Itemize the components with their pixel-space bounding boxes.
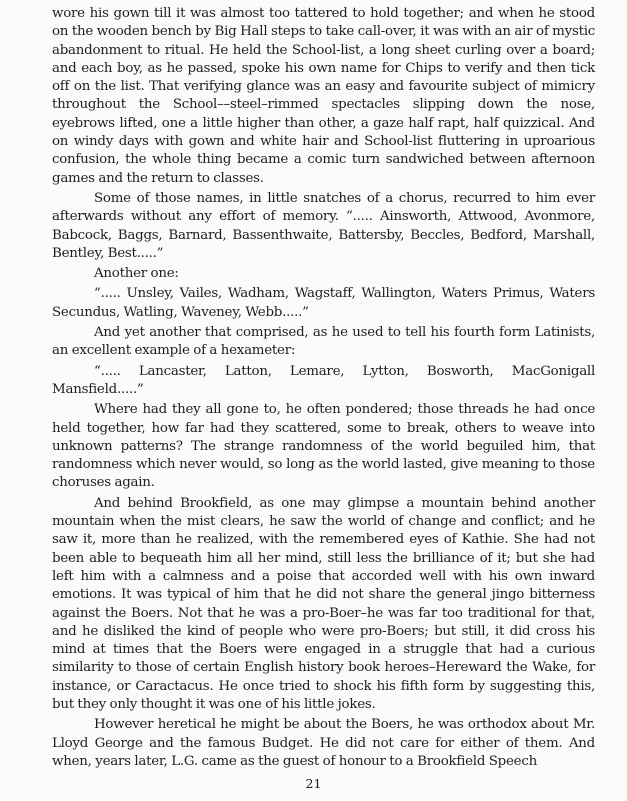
paragraph-another-one: Another one: [94,266,179,282]
paragraph-call-over: wore his gown till it was almost too tattered to hold together; and when he stood on the wooden bench by Big Hall steps to take call-over, it was with an air of mystic abandonment to ritual. He held the School-list, a long sheet curling over a board; and each boy, as he passed, spoke his own name for Chips to verify and then tick off on the list. That verifying glance was an easy and favourite subject of mimicry throughout the School––steel–rimmed spectacles slipping down the nose, eyebrows lifted, one a little higher than other, a gaze half rapt, half quizzical. And on windy days with gown and white hair and School-list fluttering in uproarious confusion, the whole thing became a comic turn sandwiched between afternoon games and the return to classes. [52,6,595,186]
paragraph-names-list-3: “..... Lancaster, Latton, Lemare, Lytton, Bosworth, MacGonigall Mansfield.....” [52,363,595,397]
paragraph-names-chorus: Some of those names, in little snatches of a chorus, recurred to him ever afterwards without any effort of memory. “..... Ainsworth, Attwood, Avonmore, Babcock, Baggs, Barnard, Bassenthwaite, Battersby, Beccles, Bedford, Marshall, Bentley, Best.....” [52,190,595,261]
paragraph-boers: And behind Brookfield, as one may glimpse a mountain behind another mountain when the mist clears, he saw the world of change and conflict; and he saw it, more than he realized, with the remembered eyes of Kathie. She had not been able to bequeath him all her mind, still less the brilliance of it; but she had left him with a calmness and a poise that accorded well with his own inward emotions. It was typical of him that he did not share the general jingo bitterness against the Boers. Not that he was a pro-Boer–he was far too traditional for that, and he disliked the kind of people who were pro-Boers; but still, it did cross his mind at times that the Boers were engaged in a struggle that had a curious similarity to those of certain English history book heroes–Hereward the Wake, for instance, or Caractacus. He once tried to shock his fifth form by suggesting this, but they only thought it was one of his little jokes. [52,495,595,712]
paragraph-names-list-2: “..... Unsley, Vailes, Wadham, Wagstaff, Wallington, Waters Primus, Waters Secundus, Watling, Waveney, Webb.....” [52,286,595,320]
body-text [52,5,595,771]
paragraph-lloyd-george: However heretical he might be about the Boers, he was orthodox about Mr. Lloyd George and the famous Budget. He did not care for either of them. And when, years later, L.G. came as the guest of honour to a Brookfield Speech [52,717,595,769]
page-number: 21 [305,776,322,791]
paragraph-randomness: Where had they all gone to, he often pondered; those threads he had once held together, how far had they scattered, some to break, others to weave into unknown patterns? The strange randomness of the world beguiled him, that randomness which never would, so long as the world lasted, give meaning to those choruses again. [52,402,595,491]
paragraph-hexameter-intro: And yet another that comprised, as he used to tell his fourth form Latinists, an excellent example of a hexameter: [52,325,595,359]
